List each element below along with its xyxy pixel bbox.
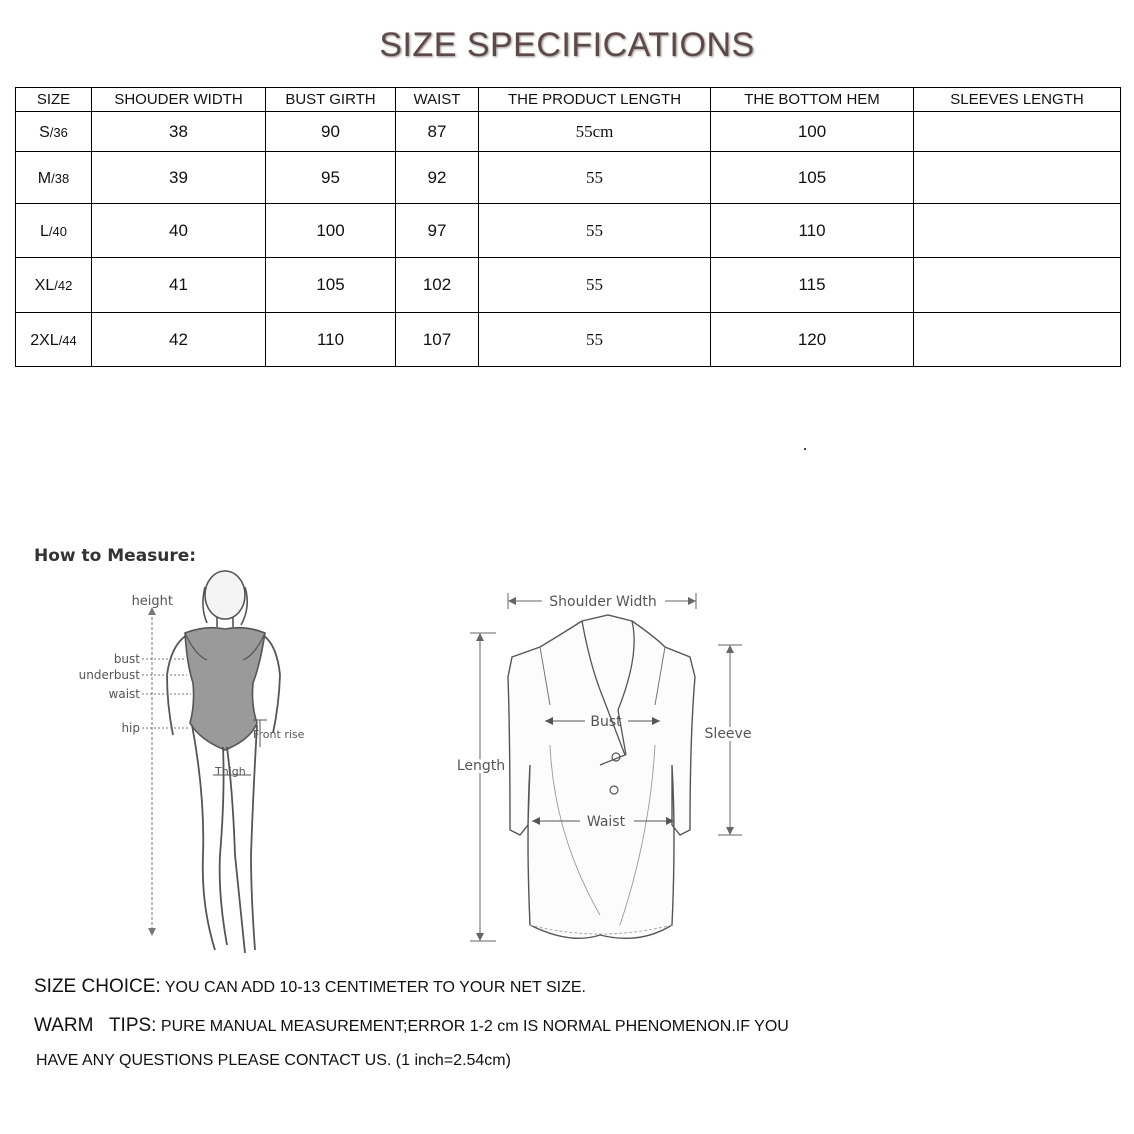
waist-cell: 92 bbox=[396, 152, 479, 204]
length-cell: 55cm bbox=[479, 112, 711, 152]
label-sleeve: Sleeve bbox=[704, 726, 752, 742]
sleeves-cell bbox=[914, 112, 1121, 152]
warm-tips-text: PURE MANUAL MEASUREMENT;ERROR 1-2 cm IS NORMAL PHENOMENON.IF YOU bbox=[160, 1018, 789, 1035]
size-label: M bbox=[37, 169, 52, 187]
how-to-measure-heading: How to Measure: bbox=[34, 546, 197, 566]
table-header-row bbox=[16, 88, 1121, 112]
label-height: height bbox=[131, 594, 173, 609]
bust-cell: 95 bbox=[266, 152, 396, 204]
label-bust: Bust bbox=[590, 714, 622, 730]
hem-cell: 105 bbox=[711, 152, 914, 204]
size-eu: /36 bbox=[49, 124, 68, 140]
hem-cell: 120 bbox=[711, 313, 914, 367]
size-cell bbox=[16, 258, 92, 313]
header-size: SIZE bbox=[16, 88, 92, 112]
size-label: XL bbox=[34, 277, 55, 294]
shoulder-cell: 39 bbox=[92, 152, 266, 204]
hem-cell: 110 bbox=[711, 204, 914, 258]
warm-tips-continuation: HAVE ANY QUESTIONS PLEASE CONTACT US. (1 inch=2.54cm) bbox=[36, 1052, 511, 1069]
label-underbust: underbust bbox=[78, 668, 140, 682]
shoulder-cell: 40 bbox=[92, 204, 266, 258]
table-row bbox=[16, 204, 1121, 258]
length-cell: 55 bbox=[479, 152, 711, 204]
table-row bbox=[16, 313, 1121, 367]
stray-dot bbox=[804, 448, 806, 450]
page-title: SIZE SPECIFICATIONS bbox=[379, 26, 755, 64]
size-eu: /42 bbox=[54, 278, 73, 293]
shoulder-cell: 42 bbox=[92, 313, 266, 367]
label-shoulder-width: Shoulder Width bbox=[549, 594, 657, 610]
header-product-length: THE PRODUCT LENGTH bbox=[479, 88, 711, 112]
coat-measure-figure bbox=[450, 585, 770, 955]
waist-cell: 97 bbox=[396, 204, 479, 258]
size-eu: /40 bbox=[48, 223, 67, 239]
table-row bbox=[16, 112, 1121, 152]
sleeves-cell bbox=[914, 313, 1121, 367]
header-shoulder-width: SHOUDER WIDTH bbox=[92, 88, 266, 112]
size-cell bbox=[16, 204, 92, 258]
shoulder-cell: 38 bbox=[92, 112, 266, 152]
size-label: S bbox=[39, 123, 50, 141]
label-waist: Waist bbox=[586, 814, 626, 830]
hem-cell: 100 bbox=[711, 112, 914, 152]
label-length: Length bbox=[456, 758, 506, 774]
waist-cell: 87 bbox=[396, 112, 479, 152]
bust-cell: 110 bbox=[266, 313, 396, 367]
size-label: 2XL bbox=[30, 331, 59, 349]
label-bust: bust bbox=[113, 652, 140, 666]
shoulder-cell: 41 bbox=[92, 258, 266, 313]
label-thigh: Thigh bbox=[215, 765, 246, 778]
size-choice-text: YOU CAN ADD 10-13 CENTIMETER TO YOUR NET SIZE. bbox=[164, 979, 586, 996]
body-measure-figure bbox=[55, 565, 325, 965]
size-cell bbox=[16, 152, 92, 204]
sleeves-cell bbox=[914, 152, 1121, 204]
label-waist: waist bbox=[108, 687, 140, 701]
size-choice-label: SIZE CHOICE: bbox=[34, 976, 161, 997]
label-front-rise: Front rise bbox=[253, 728, 305, 741]
warm-tips-note bbox=[34, 1015, 789, 1037]
bust-cell: 90 bbox=[266, 112, 396, 152]
length-cell: 55 bbox=[479, 258, 711, 313]
header-bottom-hem: THE BOTTOM HEM bbox=[711, 88, 914, 112]
warm-tips-label: WARM TIPS: bbox=[34, 1015, 157, 1036]
size-choice-note bbox=[34, 976, 586, 998]
label-hip: hip bbox=[121, 721, 140, 735]
size-eu: /38 bbox=[51, 170, 70, 186]
bust-cell: 100 bbox=[266, 204, 396, 258]
size-eu: /44 bbox=[58, 332, 77, 348]
waist-cell: 107 bbox=[396, 313, 479, 367]
size-cell bbox=[16, 112, 92, 152]
table-row bbox=[16, 152, 1121, 204]
header-sleeves-length: SLEEVES LENGTH bbox=[914, 88, 1121, 112]
length-cell: 55 bbox=[479, 204, 711, 258]
bust-cell: 105 bbox=[266, 258, 396, 313]
header-bust-girth: BUST GIRTH bbox=[266, 88, 396, 112]
size-cell bbox=[16, 313, 92, 367]
sleeves-cell bbox=[914, 204, 1121, 258]
size-table bbox=[15, 87, 1121, 367]
length-cell: 55 bbox=[479, 313, 711, 367]
waist-cell: 102 bbox=[396, 258, 479, 313]
hem-cell: 115 bbox=[711, 258, 914, 313]
table-row bbox=[16, 258, 1121, 313]
size-label: L bbox=[40, 222, 49, 240]
header-waist: WAIST bbox=[396, 88, 479, 112]
sleeves-cell bbox=[914, 258, 1121, 313]
